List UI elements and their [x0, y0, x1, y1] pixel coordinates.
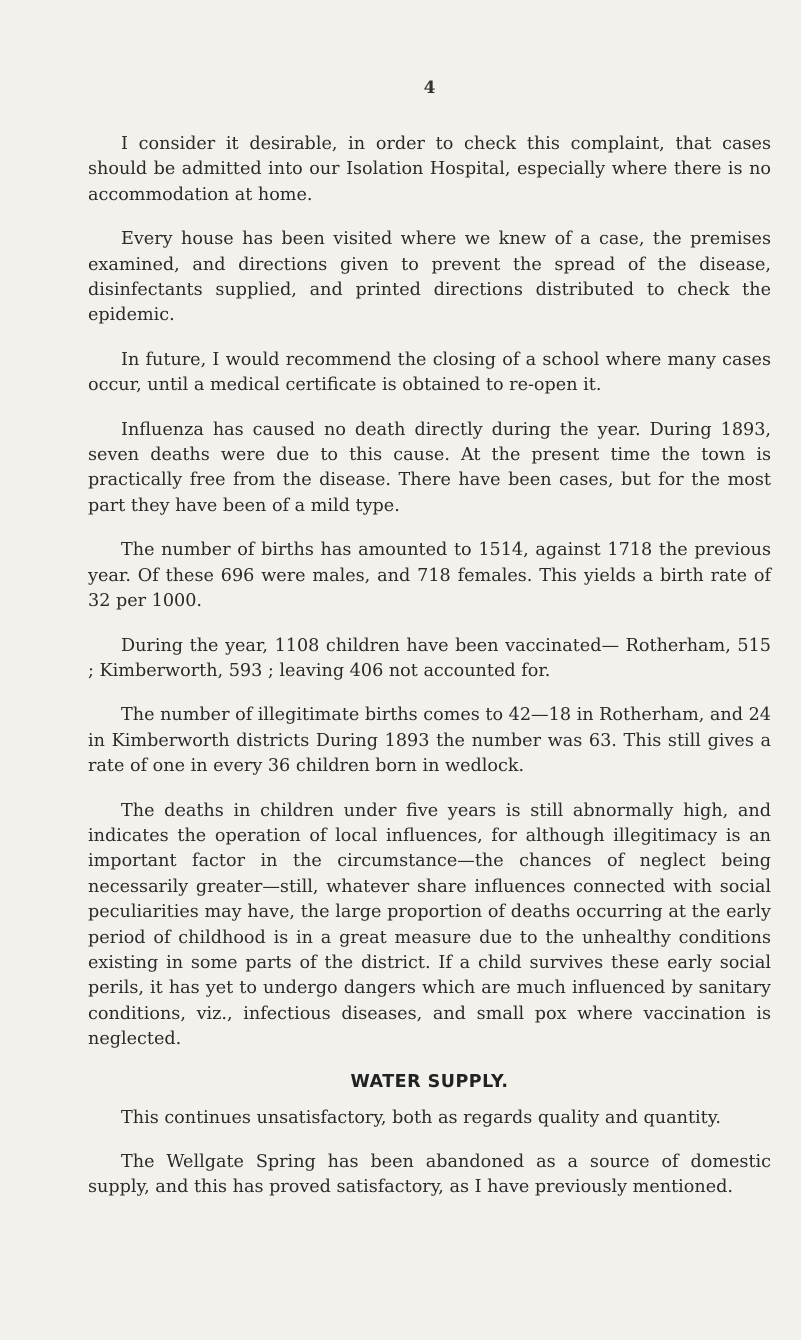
- paragraph-house-visits: Every house has been visited where we knew of a case, the premises examined, and directions given to prevent the spread of the disease, disinfectants supplied, and printed directions distributed to check the epidemic.: [88, 229, 771, 326]
- paragraph-school-closing: In future, I would recommend the closing of a school where many cases occur, until a medical certificate is obtained to re-open it.: [88, 349, 771, 396]
- paragraph-illegitimate-births: The number of illegitimate births comes to 42—18 in Rotherham, and 24 in Kimberworth districts During 1893 the number was 63. This still gives a rate of one in every 36 children born in wedlock.: [88, 705, 771, 777]
- section-heading-water-supply: WATER SUPPLY.: [350, 1071, 509, 1092]
- page-number: 4: [423, 78, 436, 98]
- paragraph-water-quality: This continues unsatisfactory, both as regards quality and quantity.: [121, 1107, 721, 1128]
- document-page: [88, 78, 771, 1220]
- paragraph-births: The number of births has amounted to 1514, against 1718 the previous year. Of these 696 were males, and 718 females. This yields a birth rate of 32 per 1000.: [88, 540, 771, 612]
- paragraph-isolation-hospital: I consider it desirable, in order to check this complaint, that cases should be admitted into our Isolation Hospital, especially where there is no accommodation at home.: [88, 134, 771, 205]
- paragraph-child-deaths: The deaths in children under five years is still abnormally high, and indicates the operation of local influences, for although illegitimacy is an important factor in the circumstance—the chances of neglect being necessarily greater—still, whatever share influences connected with social peculiarities may have, the large proportion of deaths occurring at the early period of childhood is in a great measure due to the unhealthy conditions existing in some parts of the district. If a child survives these early social perils, it has yet to undergo dangers which are much influenced by sanitary conditions, viz., infectious diseases, and small pox where vaccination is neglected.: [88, 800, 771, 1050]
- paragraph-influenza: Influenza has caused no death directly during the year. During 1893, seven deaths were due to this cause. At the present time the town is practically free from the disease. There have been cases, but for the most part they have been of a mild type.: [88, 419, 771, 516]
- paragraph-wellgate-spring: The Wellgate Spring has been abandoned as a source of domestic supply, and this has proved satisfactory, as I have previously mentioned.: [88, 1152, 771, 1198]
- paragraph-vaccination: During the year, 1108 children have been vaccinated— Rotherham, 515 ; Kimberworth, 593 ; leaving 406 not accounted for.: [88, 635, 771, 681]
